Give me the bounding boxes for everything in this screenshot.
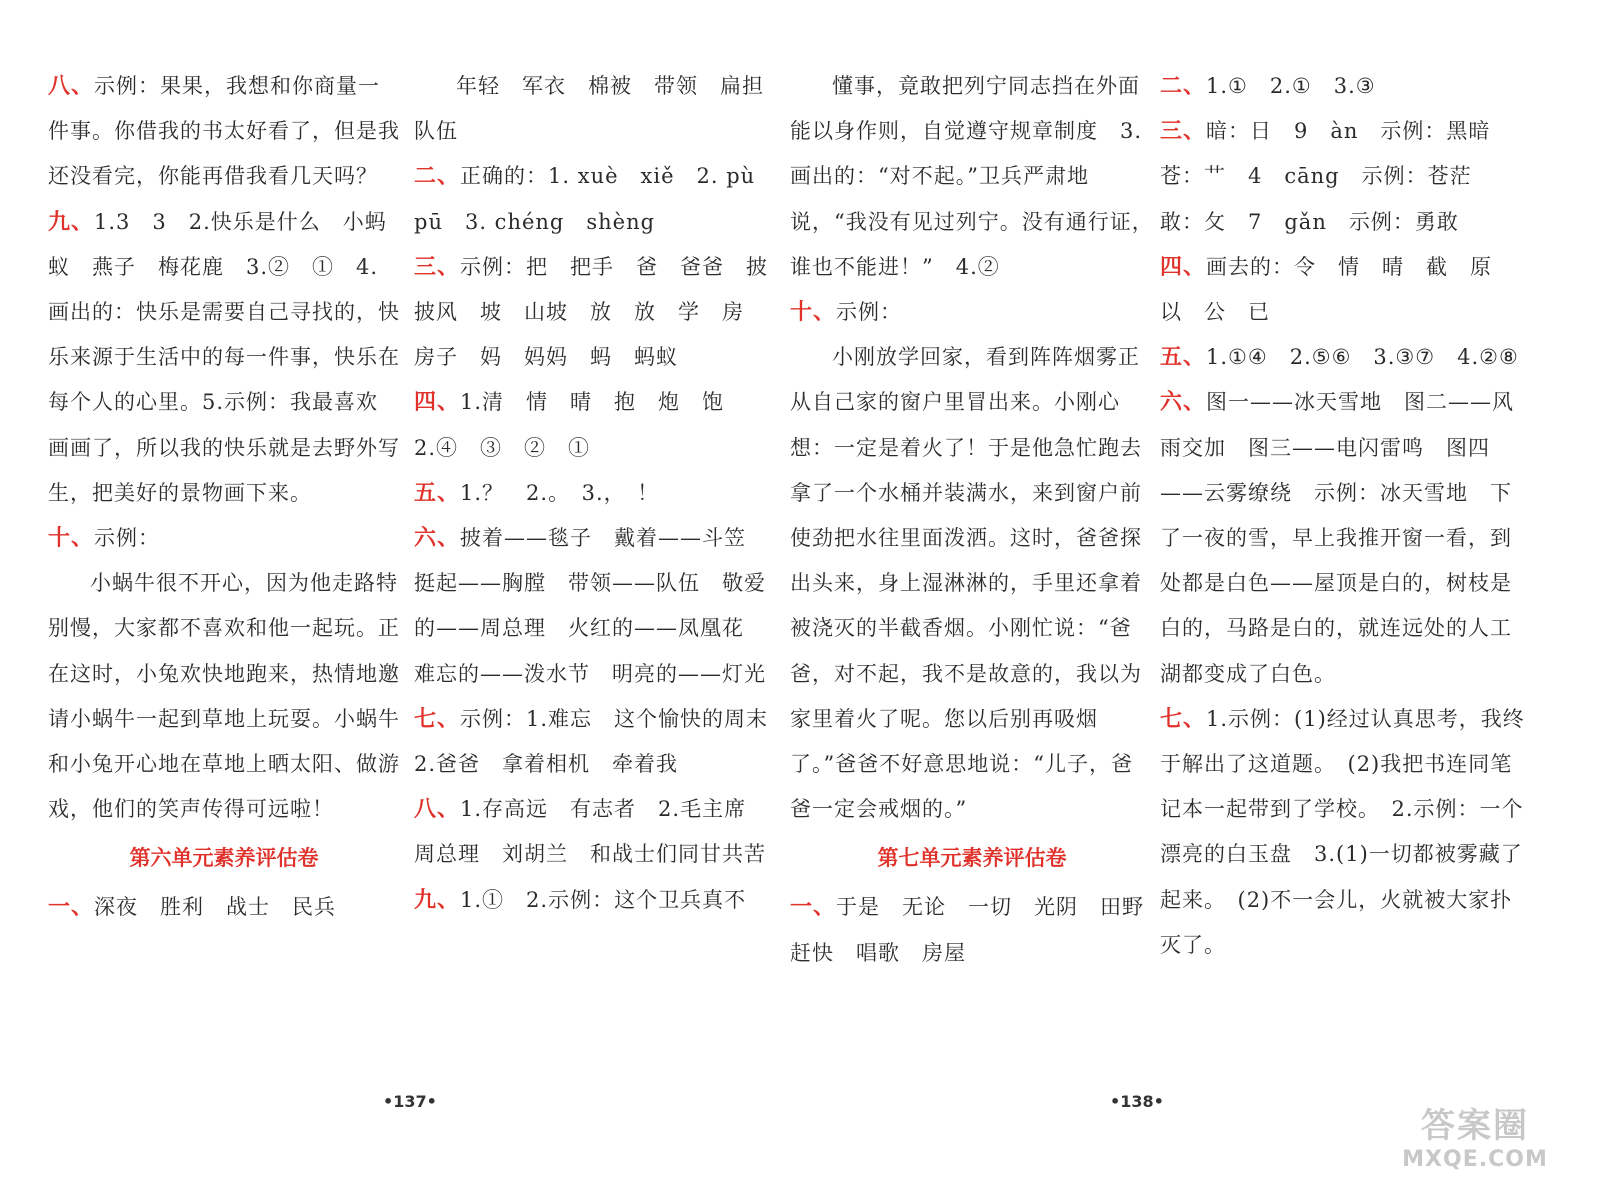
question-number: 十、 [48,526,95,552]
page-number-right: •138• [1110,1092,1164,1111]
question-number: 一、 [790,895,837,921]
question-number: 十、 [790,300,837,326]
answer-paragraph [1160,335,1532,380]
question-number: 九、 [48,209,95,235]
answer-text: 深夜 胜利 战士 民兵 [94,895,337,920]
answer-text: 年轻 军衣 棉被 带领 扁担 队伍 [414,74,786,144]
answer-text: 1.存高远 有志者 2.毛主席 周总理 刘胡兰 和战士们同甘共苦 [414,797,769,867]
answer-column-1 [48,64,400,931]
answer-paragraph [414,787,784,877]
answer-text: 示例：果果，我想和你商量一件事。你借我的书太好看了，但是我还没看完，你能再借我看几天吗？ [48,74,400,189]
answer-text: 示例：把 把手 爸 爸爸 披 披风 坡 山坡 放 放 学 房 房子 妈 妈妈 蚂 蚂蚁 [414,254,791,370]
answer-paragraph [414,380,784,470]
question-number: 七、 [414,706,461,732]
answer-paragraph [1160,109,1532,245]
answer-text: 1.？ 2.。 3.， ！ [460,480,660,505]
answer-text: 暗：日 9 àn 示例：黑暗 苍：艹 4 cāng 示例：苍茫 敢：攵 7 gǎn 示例：勇敢 [1160,119,1513,234]
answer-paragraph [48,516,400,561]
answer-text: 1.① 2.① 3.③ [1206,74,1376,98]
answer-paragraph [790,335,1154,832]
answer-text: 于是 无论 一切 光阴 田野 赶快 唱歌 房屋 [790,895,1167,965]
question-number: 三、 [414,254,461,280]
answer-paragraph [48,885,400,930]
answer-text: 懂事，竟敢把列宁同志挡在外面 能以身作则，自觉遵守规章制度 3.画出的：“对不起。”卫兵严肃地说，“我没有见过列宁。没有通行证，谁也不能进！” 4.② [790,74,1162,279]
answer-paragraph [1160,245,1532,335]
answer-paragraph [790,64,1162,290]
answer-text: 披着——毯子 戴着——斗笠 挺起——胸膛 带领——队伍 敬爱的——周总理 火红的——凤凰花 难忘的——泼水节 明亮的——灯光 [414,526,769,686]
answer-paragraph [48,561,400,832]
answer-paragraph [790,885,1167,975]
answer-paragraph [414,471,784,516]
watermark-title: 答案圈 [1421,1106,1529,1146]
question-number: 五、 [1160,345,1207,371]
answer-text: 示例：1.难忘 这个愉快的周末 2.爸爸 拿着相机 牵着我 [414,706,791,777]
answer-paragraph [414,697,791,787]
answer-column-4 [1160,64,1532,968]
answer-paragraph [790,290,1154,335]
question-number: 九、 [414,887,461,913]
answer-text: 小蜗牛很不开心，因为他走路特别慢，大家都不喜欢和他一起玩。正在这时，小兔欢快地跑来，热情地邀请小蜗牛一起到草地上玩耍。小蜗牛和小兔开心地在草地上晒太阳、做游戏，他们的笑声传得可远啦！ [48,571,400,822]
answer-text: 画去的：令 情 晴 截 原 以 公 已 [1160,254,1515,325]
question-number: 六、 [414,526,461,552]
answer-text: 1.①④ 2.⑤⑥ 3.③⑦ 4.②⑧ [1206,345,1519,370]
answer-text: 小刚放学回家，看到阵阵烟雾正从自己家的窗户里冒出来。小刚心想：一定是着火了！于是他急忙跑去拿了一个水桶并装满水，来到窗户前使劲把水往里面泼洒。这时，爸爸探出头来，身上湿淋淋的，手里还拿着被浇灭的半截香烟。小刚忙说：“爸爸，对不起，我不是故意的，我以为家里着火了呢。您以后别再吸烟了。”爸爸不好意思地说：“儿子，爸爸一定会戒烟的。” [790,345,1142,822]
answer-paragraph [48,64,400,200]
answer-paragraph [414,64,784,154]
answer-paragraph [48,200,400,516]
answer-paragraph [414,516,784,697]
answer-text: 示例： [94,526,161,551]
answer-paragraph [1160,380,1532,696]
watermark-url: MXQE.COM [1402,1147,1548,1172]
section-title: 第六单元素养评估卷 [129,846,319,871]
answer-text: 图一——冰天雪地 图二——风雨交加 图三——电闪雷鸣 图四——云雾缭绕 示例：冰天雪地 下了一夜的雪，早上我推开窗一看，到处都是白色——屋顶是白的，树枝是白的，马路是白的，就连远处的人工湖都变成了白色。 [1160,390,1515,686]
answer-paragraph [414,154,784,244]
question-number: 八、 [48,74,95,99]
question-number: 六、 [1160,390,1207,416]
answer-text: 示例： [836,300,903,325]
question-number: 四、 [414,390,461,416]
answer-paragraph [1160,64,1532,109]
answer-text: 1.清 情 晴 抱 炮 饱 2.④ ③ ② ① [414,390,747,460]
page-number-left: •137• [383,1092,437,1111]
question-number: 一、 [48,895,95,921]
site-watermark-logo [1390,1106,1560,1186]
answer-column-3 [790,64,1167,976]
question-number: 二、 [414,164,461,190]
question-number: 五、 [414,480,461,506]
question-number: 三、 [1160,119,1207,145]
question-number: 二、 [1160,74,1207,99]
answer-column-2 [414,64,791,923]
question-number: 八、 [414,797,461,823]
answer-paragraph [414,878,784,923]
answer-text: 正确的：1. xuè xiě 2. pù pū 3. chéng shèng [414,164,778,234]
answer-text: 1.3 3 2.快乐是什么 小蚂蚁 燕子 梅花鹿 3.② ① 4.画出的：快乐是需要自己寻找的，快乐来源于生活中的每一件事，快乐在每个人的心里。5.示例：我最喜欢画画了，所以我的快乐就是去野外写生，把美好的景物画下来。 [48,209,400,505]
section-title: 第七单元素养评估卷 [877,846,1067,871]
question-number: 七、 [1160,706,1207,732]
answer-text: 1.① 2.示例：这个卫兵真不 [460,887,747,912]
answer-text: 1.示例：(1)经过认真思考，我终于解出了这道题。 (2)我把书连同笔记本一起带到了学校。 2.示例：一个漂亮的白玉盘 3.(1)一切都被雾藏了起来。 (2)不一会儿，火就被大家扑灭了。 [1160,706,1525,957]
answer-paragraph [1160,697,1532,968]
question-number: 四、 [1160,254,1207,280]
answer-paragraph [414,245,791,381]
